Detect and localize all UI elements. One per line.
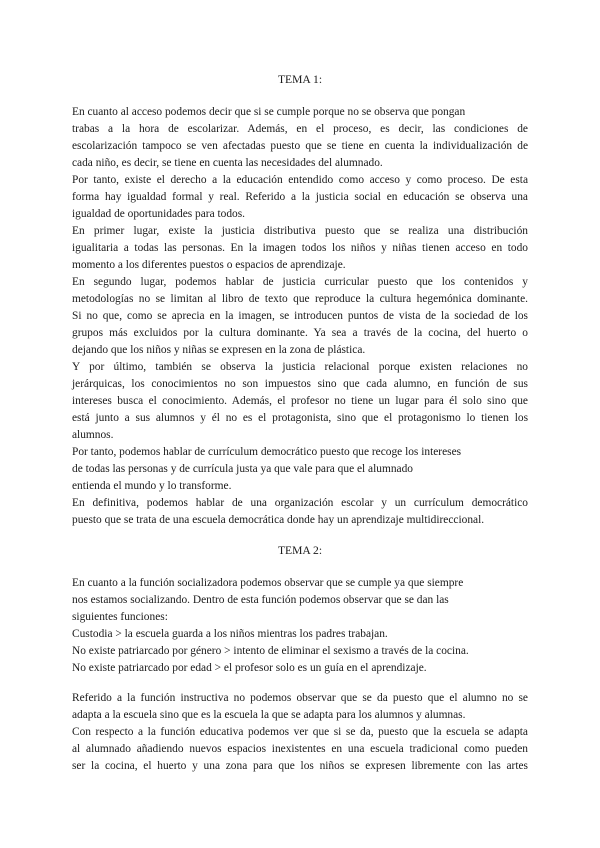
tema2-line: Referido a la función instructiva no podemos observar que se da puesto que el alumno no se xyxy=(72,692,528,704)
tema1-line: grupos más excluidos por la cultura dominante. Ya sea a través de la cocina, del huerto o xyxy=(72,327,528,339)
tema1-line: Por tanto, existe el derecho a la educación entendido como acceso y como proceso. De esta xyxy=(72,174,528,186)
tema1-line: jerárquicas, los conocimientos no son impuestos sino que cada alumno, en función de sus xyxy=(72,378,528,390)
tema1-line: forma hay igualdad formal y real. Referido a la justicia social en educación se observa una xyxy=(72,191,528,203)
tema1-line: escolarización tampoco se ven afectadas puesto que se tiene en cuenta la individualización de xyxy=(72,140,528,152)
tema1-line: entienda el mundo y lo transforme. xyxy=(72,480,232,492)
tema1-line: puesto que se trata de una escuela democrática donde hay un aprendizaje multidireccional. xyxy=(72,514,485,526)
tema2-line: No existe patriarcado por género > intento de eliminar el sexismo a través de la cocina. xyxy=(72,645,469,657)
tema1-line: En definitiva, podemos hablar de una organización escolar y un currículum democrático xyxy=(72,497,528,509)
tema1-heading: TEMA 1: xyxy=(277,73,323,86)
tema1-line: Y por último, también se observa la justicia relacional porque existen relaciones no xyxy=(72,361,528,373)
tema1-line: alumnos. xyxy=(72,429,114,441)
tema1-line: En cuanto al acceso podemos decir que si se cumple porque no se observa que pongan xyxy=(72,106,466,118)
tema1-line: En segundo lugar, podemos hablar de justicia curricular puesto que los contenidos y xyxy=(72,276,528,288)
tema1-line: cada niño, es decir, se tiene en cuenta las necesidades del alumnado. xyxy=(72,157,383,169)
tema1-line: igualdad de oportunidades para todos. xyxy=(72,208,246,220)
tema2-line: al alumnado añadiendo nuevos espacios inexistentes en una escuela tradicional como pueden xyxy=(72,743,528,755)
tema1-line: dejando que los niños y niñas se expresen en la zona de plástica. xyxy=(72,344,366,356)
tema2-line: nos estamos socializando. Dentro de esta función podemos observar que se dan las xyxy=(72,594,449,606)
tema1-line: Por tanto, podemos hablar de currículum democrático puesto que recoge los intereses xyxy=(72,446,462,458)
tema2-line: En cuanto a la función socializadora podemos observar que se cumple ya que siempre xyxy=(72,577,464,589)
tema1-line: metodologías no se limitan al libro de texto que reproduce la cultura hegemónica dominante. xyxy=(72,293,528,305)
tema1-line: está junto a sus alumnos y él no es el protagonista, sino que el protagonismo lo tienen los xyxy=(72,412,528,424)
tema1-line: momento a los diferentes puestos o espacios de aprendizaje. xyxy=(72,259,346,271)
tema2-heading: TEMA 2: xyxy=(277,544,323,557)
tema1-line: En primer lugar, existe la justicia distributiva puesto que se realiza una distribución xyxy=(72,225,528,237)
tema1-line: Si no que, como se aprecia en la imagen, se introducen puntos de vista de la sociedad de los xyxy=(72,310,528,322)
tema1-line: trabas a la hora de escolarizar. Además, en el proceso, es decir, las condiciones de xyxy=(72,123,528,135)
tema1-line: de todas las personas y de currícula justa ya que vale para que el alumnado xyxy=(72,463,413,475)
tema2-line: siguientes funciones: xyxy=(72,611,168,623)
tema2-line: Custodia > la escuela guarda a los niños mientras los padres trabajan. xyxy=(72,628,388,640)
tema2-line: ser la cocina, el huerto y una zona para que los niños se expresen libremente con las artes xyxy=(72,760,528,772)
tema1-line: igualitaria a todas las personas. En la imagen todos los niños y niñas tienen acceso en todo xyxy=(72,242,528,254)
tema2-line: Con respecto a la función educativa podemos ver que si se da, puesto que la escuela se adapta xyxy=(72,726,528,738)
tema1-line: intereses busca el conocimiento. Además, el profesor no tiene un lugar para él solo sino que xyxy=(72,395,528,407)
tema2-line: adapta a la escuela sino que es la escuela la que se adapta para los alumnos y alumnas. xyxy=(72,709,466,721)
tema2-line: No existe patriarcado por edad > el profesor solo es un guía en el aprendizaje. xyxy=(72,662,427,674)
